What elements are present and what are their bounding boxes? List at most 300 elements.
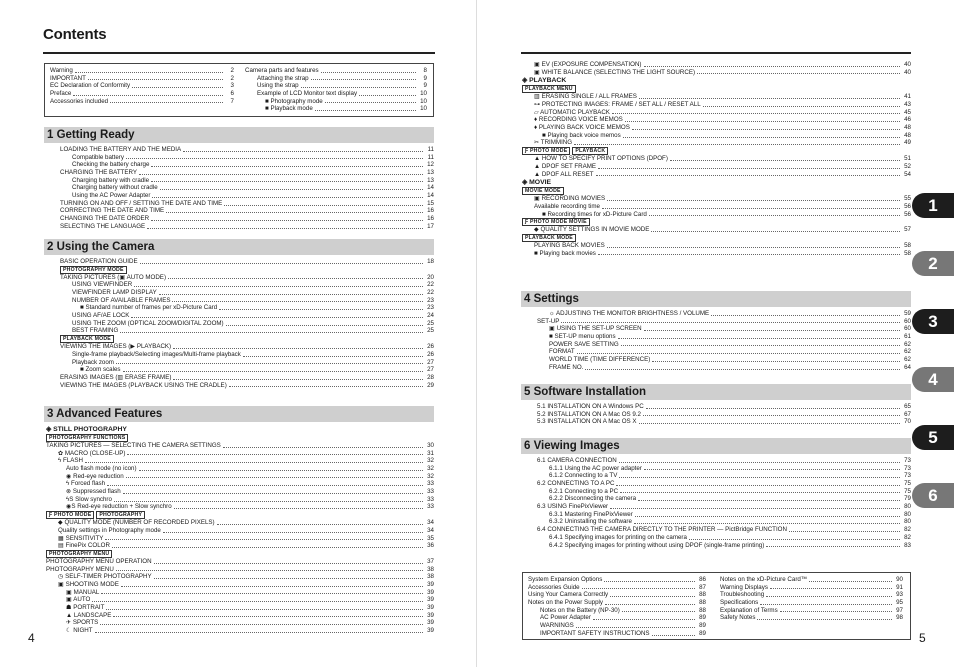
toc-page-number: 45 xyxy=(904,108,911,116)
toc-entry-title: 6.3 USING FinePixViewer xyxy=(537,503,609,511)
toc-entry[interactable] xyxy=(50,75,234,83)
toc-page-number: 18 xyxy=(427,257,434,265)
dot-leader xyxy=(651,231,900,232)
toc-entry[interactable] xyxy=(46,558,434,566)
dot-leader xyxy=(610,596,695,597)
toc-entry[interactable] xyxy=(46,465,434,473)
toc-entry[interactable] xyxy=(522,109,911,117)
toc-entry[interactable] xyxy=(720,599,903,607)
toc-entry[interactable] xyxy=(522,163,911,171)
toc-entry[interactable] xyxy=(60,258,434,266)
dot-leader xyxy=(325,102,416,103)
toc-entry-title: 6.1 CAMERA CONNECTION xyxy=(537,456,617,464)
toc-entry-title: ■ Standard number of frames per xD-Picture Card xyxy=(80,304,218,312)
toc-entry-title: ▣ WHITE BALANCE (SELECTING THE LIGHT SOURCE) xyxy=(534,68,696,76)
toc-entry[interactable] xyxy=(60,154,434,162)
page-title: Contents xyxy=(43,26,107,43)
toc-entry-title: IMPORTANT xyxy=(50,74,86,82)
toc-page-number: 10 xyxy=(420,90,427,98)
toc-page-number: 39 xyxy=(427,588,434,596)
toc-entry-title: SELECTING THE LANGUAGE xyxy=(60,222,146,230)
toc-entry[interactable] xyxy=(522,226,911,234)
toc-entry[interactable] xyxy=(528,614,706,622)
toc-entry[interactable] xyxy=(46,573,434,581)
toc-entry[interactable] xyxy=(537,318,911,326)
toc-entry-title: ■ Playback mode xyxy=(265,105,313,113)
dot-leader xyxy=(638,500,900,501)
toc-page-number: 73 xyxy=(904,464,911,472)
toc-page-number: 91 xyxy=(896,583,903,591)
toc-entry[interactable] xyxy=(522,101,911,109)
toc-entry-title: 5.2 INSTALLATION ON A Mac OS 9.2 xyxy=(537,410,641,418)
dot-leader xyxy=(166,212,423,213)
toc-entry[interactable] xyxy=(60,366,434,374)
dot-leader xyxy=(123,371,423,372)
dot-leader xyxy=(126,158,423,159)
chapter-tab-2[interactable]: 2 xyxy=(912,251,954,276)
toc-entry-title: USING VIEWFINDER xyxy=(72,281,133,289)
toc-entry-title: ◉ Red-eye reduction xyxy=(66,472,124,480)
toc-page-number: 27 xyxy=(427,358,434,366)
toc-entry[interactable] xyxy=(245,105,427,113)
subsection-heading: ◈ PLAYBACK xyxy=(522,77,567,85)
chapter-tab-3[interactable]: 3 xyxy=(912,309,954,334)
toc-entry[interactable] xyxy=(60,320,434,328)
toc-entry-title: Warning xyxy=(50,66,73,74)
dot-leader xyxy=(711,315,900,316)
toc-entry[interactable] xyxy=(537,511,911,519)
toc-entry[interactable] xyxy=(522,140,911,148)
toc-entry[interactable] xyxy=(46,612,434,620)
toc-entry[interactable] xyxy=(245,75,427,83)
dot-leader xyxy=(92,601,423,602)
toc-page-number: 27 xyxy=(427,366,434,374)
toc-entry[interactable] xyxy=(46,627,434,635)
toc-entry[interactable] xyxy=(46,480,434,488)
toc-entry-title: Example of LCD Monitor text display xyxy=(257,90,358,98)
toc-entry[interactable] xyxy=(537,480,911,488)
toc-entry[interactable] xyxy=(46,457,434,465)
toc-entry[interactable] xyxy=(537,519,911,527)
toc-entry[interactable] xyxy=(46,504,434,512)
toc-entry-title: Notes on the Power Supply xyxy=(528,599,603,607)
mode-tag: Ƒ PHOTO MODE xyxy=(522,147,570,155)
dot-leader xyxy=(110,102,223,103)
front-matter-col-1 xyxy=(50,67,234,105)
dot-leader xyxy=(123,493,423,494)
toc-entry-title: CHANGING THE DATE ORDER xyxy=(60,215,150,223)
toc-page-number: 48 xyxy=(904,131,911,139)
toc-page-number: 83 xyxy=(904,541,911,549)
toc-entry[interactable] xyxy=(60,289,434,297)
toc-entry[interactable] xyxy=(46,519,434,527)
toc-entry-title: ♦ RECORDING VOICE MEMOS xyxy=(534,116,623,124)
toc-page-number: 58 xyxy=(904,241,911,249)
toc-entry-title: WORLD TIME (TIME DIFFERENCE) xyxy=(549,356,651,364)
toc-entry-title: 6.4.1 Specifying images for printing on the camera xyxy=(549,533,687,541)
section-heading: 3 Advanced Features xyxy=(44,406,434,422)
toc-page-number: 39 xyxy=(427,611,434,619)
continued-entries xyxy=(521,61,911,257)
toc-entry[interactable] xyxy=(46,450,434,458)
toc-entry[interactable] xyxy=(50,82,234,90)
toc-entry[interactable] xyxy=(46,496,434,504)
mode-tag-row xyxy=(522,218,911,226)
toc-page-number: 10 xyxy=(420,97,427,105)
toc-entry[interactable] xyxy=(537,310,911,318)
dot-leader xyxy=(697,73,900,74)
dot-leader xyxy=(607,247,900,248)
section-entries xyxy=(44,258,434,389)
toc-page-number: 39 xyxy=(427,619,434,627)
toc-entry[interactable] xyxy=(50,98,234,106)
toc-entry[interactable] xyxy=(46,596,434,604)
toc-page-number: 54 xyxy=(904,170,911,178)
toc-entry[interactable] xyxy=(537,542,911,550)
toc-entry[interactable] xyxy=(537,341,911,349)
toc-entry[interactable] xyxy=(60,312,434,320)
toc-entry-title: ϟ FLASH xyxy=(58,457,83,465)
dot-leader xyxy=(585,369,900,370)
dot-leader xyxy=(116,363,423,364)
toc-page-number: 31 xyxy=(427,449,434,457)
toc-entry[interactable] xyxy=(537,403,911,411)
toc-page-number: 93 xyxy=(896,591,903,599)
toc-entry[interactable] xyxy=(537,472,911,480)
toc-entry[interactable] xyxy=(245,67,427,75)
dot-leader xyxy=(598,254,900,255)
toc-entry-title: 6.2.1 Connecting to a PC xyxy=(549,487,619,495)
section-entries xyxy=(521,310,911,372)
toc-entry[interactable] xyxy=(60,200,434,208)
toc-page-number: 16 xyxy=(427,207,434,215)
toc-entry[interactable] xyxy=(720,584,903,592)
toc-entry-title: USING AF/AE LOCK xyxy=(72,312,130,320)
toc-entry[interactable] xyxy=(60,184,434,192)
section-entries xyxy=(521,61,911,257)
toc-page-number: 57 xyxy=(904,226,911,234)
toc-page-number: 70 xyxy=(904,418,911,426)
toc-entry[interactable] xyxy=(50,67,234,75)
toc-entry-title: FORMAT xyxy=(549,348,575,356)
toc-entry-title: 6.4 CONNECTING THE CAMERA DIRECTLY TO THE PRINTER — PictBridge FUNCTION xyxy=(537,526,787,534)
toc-entry[interactable] xyxy=(537,333,911,341)
subsection-heading: ◈ MOVIE xyxy=(522,179,552,187)
dot-leader xyxy=(635,516,900,517)
toc-entry[interactable] xyxy=(528,576,706,584)
toc-entry[interactable] xyxy=(720,591,903,599)
toc-page-number: 3 xyxy=(230,82,234,90)
toc-entry[interactable] xyxy=(537,411,911,419)
dot-leader xyxy=(652,361,900,362)
toc-entry[interactable] xyxy=(245,82,427,90)
toc-page-number: 59 xyxy=(904,309,911,317)
dot-leader xyxy=(598,168,900,169)
toc-entry[interactable] xyxy=(60,223,434,231)
toc-entry[interactable] xyxy=(537,348,911,356)
toc-page-number: 11 xyxy=(427,153,434,161)
dot-leader xyxy=(809,581,892,582)
toc-entry[interactable] xyxy=(60,374,434,382)
toc-page-number: 64 xyxy=(904,363,911,371)
toc-entry-title: Accessories Guide xyxy=(528,583,580,591)
dot-leader xyxy=(789,531,900,532)
toc-entry[interactable] xyxy=(522,93,911,101)
toc-page-number: 55 xyxy=(904,195,911,203)
toc-page-number: 86 xyxy=(699,575,706,583)
toc-entry[interactable] xyxy=(46,473,434,481)
toc-entry[interactable] xyxy=(537,356,911,364)
toc-entry[interactable] xyxy=(522,124,911,132)
section-heading: 2 Using the Camera xyxy=(44,239,434,255)
toc-page-number: 38 xyxy=(427,573,434,581)
front-matter-col-2 xyxy=(245,67,427,113)
dot-leader xyxy=(619,462,900,463)
toc-entry-title: TAKING PICTURES — SELECTING THE CAMERA SETTINGS xyxy=(46,441,221,449)
dot-leader xyxy=(359,95,416,96)
dot-leader xyxy=(622,611,695,612)
dot-leader xyxy=(616,485,900,486)
toc-entry-title: ERASING IMAGES (▥ ERASE FRAME) xyxy=(60,373,172,381)
dot-leader xyxy=(152,197,423,198)
toc-entry[interactable] xyxy=(46,566,434,574)
toc-entry[interactable] xyxy=(60,359,434,367)
toc-page-number: 62 xyxy=(904,348,911,356)
dot-leader xyxy=(703,106,900,107)
toc-entry[interactable] xyxy=(60,169,434,177)
toc-entry-title: PHOTOGRAPHY MENU xyxy=(46,565,114,573)
toc-entry[interactable] xyxy=(60,304,434,312)
toc-entry[interactable] xyxy=(60,177,434,185)
toc-entry[interactable] xyxy=(522,69,911,77)
dot-leader xyxy=(311,79,416,80)
dot-leader xyxy=(612,113,900,114)
dot-leader xyxy=(126,477,423,478)
dot-leader xyxy=(644,330,900,331)
toc-entry-title: ☗ PORTRAIT xyxy=(66,604,105,612)
toc-page-number: 48 xyxy=(904,124,911,132)
toc-entry[interactable] xyxy=(528,599,706,607)
toc-entry[interactable] xyxy=(60,192,434,200)
dot-leader xyxy=(159,294,423,295)
toc-entry-title: TURNING ON AND OFF / SETTING THE DATE AND TIME xyxy=(60,199,223,207)
toc-entry[interactable] xyxy=(60,161,434,169)
toc-entry[interactable] xyxy=(46,527,434,535)
toc-entry[interactable] xyxy=(528,622,706,630)
toc-page-number: 73 xyxy=(904,456,911,464)
toc-entry-title: 5.1 INSTALLATION ON A Windows PC xyxy=(537,402,644,410)
toc-entry[interactable] xyxy=(528,584,706,592)
toc-entry[interactable] xyxy=(522,116,911,124)
toc-entry-title: 6.1.2 Connecting to a TV xyxy=(549,472,618,480)
toc-entry-title: WARNINGS xyxy=(540,622,574,630)
dot-leader xyxy=(670,160,900,161)
dot-leader xyxy=(243,356,423,357)
toc-entry[interactable] xyxy=(46,542,434,550)
dot-leader xyxy=(643,415,900,416)
toc-entry[interactable] xyxy=(522,242,911,250)
toc-entry-title: ▣ AUTO xyxy=(66,596,91,604)
toc-page-number: 33 xyxy=(427,480,434,488)
dot-leader xyxy=(301,87,416,88)
toc-entry[interactable] xyxy=(522,211,911,219)
dot-leader xyxy=(689,539,900,540)
toc-entry[interactable] xyxy=(522,195,911,203)
toc-entry-title: ◉S Red-eye reduction + Slow synchro xyxy=(66,503,172,511)
toc-entry[interactable] xyxy=(537,534,911,542)
toc-page-number: 35 xyxy=(427,534,434,542)
toc-page-number: 24 xyxy=(427,312,434,320)
section-entries xyxy=(44,146,434,231)
toc-page-number: 41 xyxy=(904,93,911,101)
toc-entry[interactable] xyxy=(245,98,427,106)
toc-entry-title: Playback zoom xyxy=(72,358,114,366)
toc-entry[interactable] xyxy=(522,171,911,179)
chapter-tab-5[interactable]: 5 xyxy=(912,425,954,450)
toc-entry-title: Accessories included xyxy=(50,97,109,105)
toc-page-number: 26 xyxy=(427,350,434,358)
toc-page-number: 38 xyxy=(427,565,434,573)
toc-entry[interactable] xyxy=(60,382,434,390)
dot-leader xyxy=(321,72,416,73)
toc-entry[interactable] xyxy=(537,488,911,496)
dot-leader xyxy=(226,325,423,326)
toc-entry-title: 5.3 INSTALLATION ON A Mac OS X xyxy=(537,418,637,426)
toc-entry[interactable] xyxy=(537,457,911,465)
chapter-tab-6[interactable]: 6 xyxy=(912,483,954,508)
page-number: 5 xyxy=(919,631,926,645)
toc-entry-title: PLAYING BACK MOVIES xyxy=(534,241,605,249)
dot-leader xyxy=(596,175,900,176)
toc-page-number: 60 xyxy=(904,325,911,333)
dot-leader xyxy=(154,563,423,564)
toc-entry[interactable] xyxy=(537,526,911,534)
toc-entry[interactable] xyxy=(537,495,911,503)
toc-entry-title: ☾ NIGHT xyxy=(66,627,93,635)
toc-entry[interactable] xyxy=(46,442,434,450)
toc-entry[interactable] xyxy=(720,576,903,584)
toc-entry[interactable] xyxy=(46,488,434,496)
dot-leader xyxy=(132,87,223,88)
toc-entry-title: AC Power Adapter xyxy=(540,614,591,622)
toc-entry[interactable] xyxy=(528,630,706,638)
dot-leader xyxy=(88,79,223,80)
toc-entry-title: NUMBER OF AVAILABLE FRAMES xyxy=(72,296,171,304)
toc-entry[interactable] xyxy=(537,418,911,426)
toc-entry[interactable] xyxy=(60,215,434,223)
toc-entry-title: IMPORTANT SAFETY INSTRUCTIONS xyxy=(540,629,650,637)
toc-entry[interactable] xyxy=(60,281,434,289)
toc-entry[interactable] xyxy=(537,364,911,372)
dot-leader xyxy=(607,200,900,201)
toc-page-number: 75 xyxy=(904,480,911,488)
dot-leader xyxy=(134,286,423,287)
toc-entry-title: ⊗ Suppressed flash xyxy=(66,488,121,496)
toc-page-number: 33 xyxy=(427,488,434,496)
section-heading: 1 Getting Ready xyxy=(44,127,434,143)
mode-tag-row xyxy=(522,85,911,93)
toc-entry[interactable] xyxy=(46,619,434,627)
toc-page-number: 39 xyxy=(427,627,434,635)
toc-page-number: 61 xyxy=(904,333,911,341)
toc-entry[interactable] xyxy=(46,604,434,612)
toc-entry[interactable] xyxy=(60,208,434,216)
toc-page-number: 62 xyxy=(904,356,911,364)
toc-entry[interactable] xyxy=(537,503,911,511)
toc-entry[interactable] xyxy=(528,591,706,599)
toc-entry[interactable] xyxy=(537,325,911,333)
toc-entry[interactable] xyxy=(46,535,434,543)
toc-entry-title: ▲ DPOF ALL RESET xyxy=(534,170,594,178)
toc-entry[interactable] xyxy=(245,90,427,98)
toc-entry-title: Charging battery with cradle xyxy=(72,176,150,184)
section-heading: 6 Viewing Images xyxy=(521,438,911,454)
toc-entry-title: ◆ QUALITY MODE (NUMBER OF RECORDED PIXELS) xyxy=(58,519,215,527)
toc-entry[interactable] xyxy=(522,155,911,163)
toc-entry[interactable] xyxy=(60,343,434,351)
chapter-tab-1[interactable]: 1 xyxy=(912,193,954,218)
toc-entry-title: ✂ TRIMMING xyxy=(534,139,573,147)
toc-page-number: 88 xyxy=(699,599,706,607)
toc-page-number: 14 xyxy=(427,192,434,200)
page-number: 4 xyxy=(28,631,35,645)
toc-page-number: 23 xyxy=(427,296,434,304)
toc-page-number: 60 xyxy=(904,317,911,325)
toc-page-number: 97 xyxy=(896,606,903,614)
toc-entry-title: ■ SET-UP menu options xyxy=(549,333,616,341)
dot-leader xyxy=(127,454,423,455)
chapter-tab-4[interactable]: 4 xyxy=(912,367,954,392)
toc-entry[interactable] xyxy=(522,250,911,258)
toc-entry[interactable] xyxy=(60,146,434,154)
toc-page-number: 15 xyxy=(427,199,434,207)
toc-page-number: 33 xyxy=(427,503,434,511)
toc-page-number: 9 xyxy=(423,82,427,90)
toc-entry-title: 6.3.1 Mastering FinePixViewer xyxy=(549,510,633,518)
toc-entry[interactable] xyxy=(60,328,434,336)
dot-leader xyxy=(105,539,423,540)
toc-entry[interactable] xyxy=(50,90,234,98)
section-heading: 5 Software Installation xyxy=(521,384,911,400)
toc-page-number: 82 xyxy=(904,533,911,541)
toc-page-number: 80 xyxy=(904,518,911,526)
toc-entry-title: CORRECTING THE DATE AND TIME xyxy=(60,207,165,215)
dot-leader xyxy=(106,609,423,610)
toc-entry-title: Notes on the Battery (NP-30) xyxy=(540,606,620,614)
toc-entry-title: ▥ ERASING SINGLE / ALL FRAMES xyxy=(534,93,637,101)
mode-tag-row xyxy=(46,550,434,558)
toc-entry[interactable] xyxy=(537,465,911,473)
dot-leader xyxy=(151,166,423,167)
toc-entry-title: Notes on the xD-Picture Card™ xyxy=(720,575,808,583)
toc-entry[interactable] xyxy=(720,614,903,622)
toc-entry[interactable] xyxy=(46,589,434,597)
toc-entry[interactable] xyxy=(60,297,434,305)
toc-entry[interactable] xyxy=(60,274,434,282)
toc-entry[interactable] xyxy=(528,607,706,615)
toc-entry[interactable] xyxy=(60,351,434,359)
toc-entry[interactable] xyxy=(720,607,903,615)
dot-leader xyxy=(101,593,423,594)
toc-entry[interactable] xyxy=(46,581,434,589)
toc-entry[interactable] xyxy=(522,203,911,211)
toc-entry[interactable] xyxy=(522,61,911,69)
toc-page-number: 14 xyxy=(427,184,434,192)
toc-entry-title: Warning Displays xyxy=(720,583,768,591)
toc-entry-title: Safety Notes xyxy=(720,614,756,622)
toc-entry-title: 6.3.2 Uninstalling the software xyxy=(549,518,632,526)
toc-entry[interactable] xyxy=(522,132,911,140)
